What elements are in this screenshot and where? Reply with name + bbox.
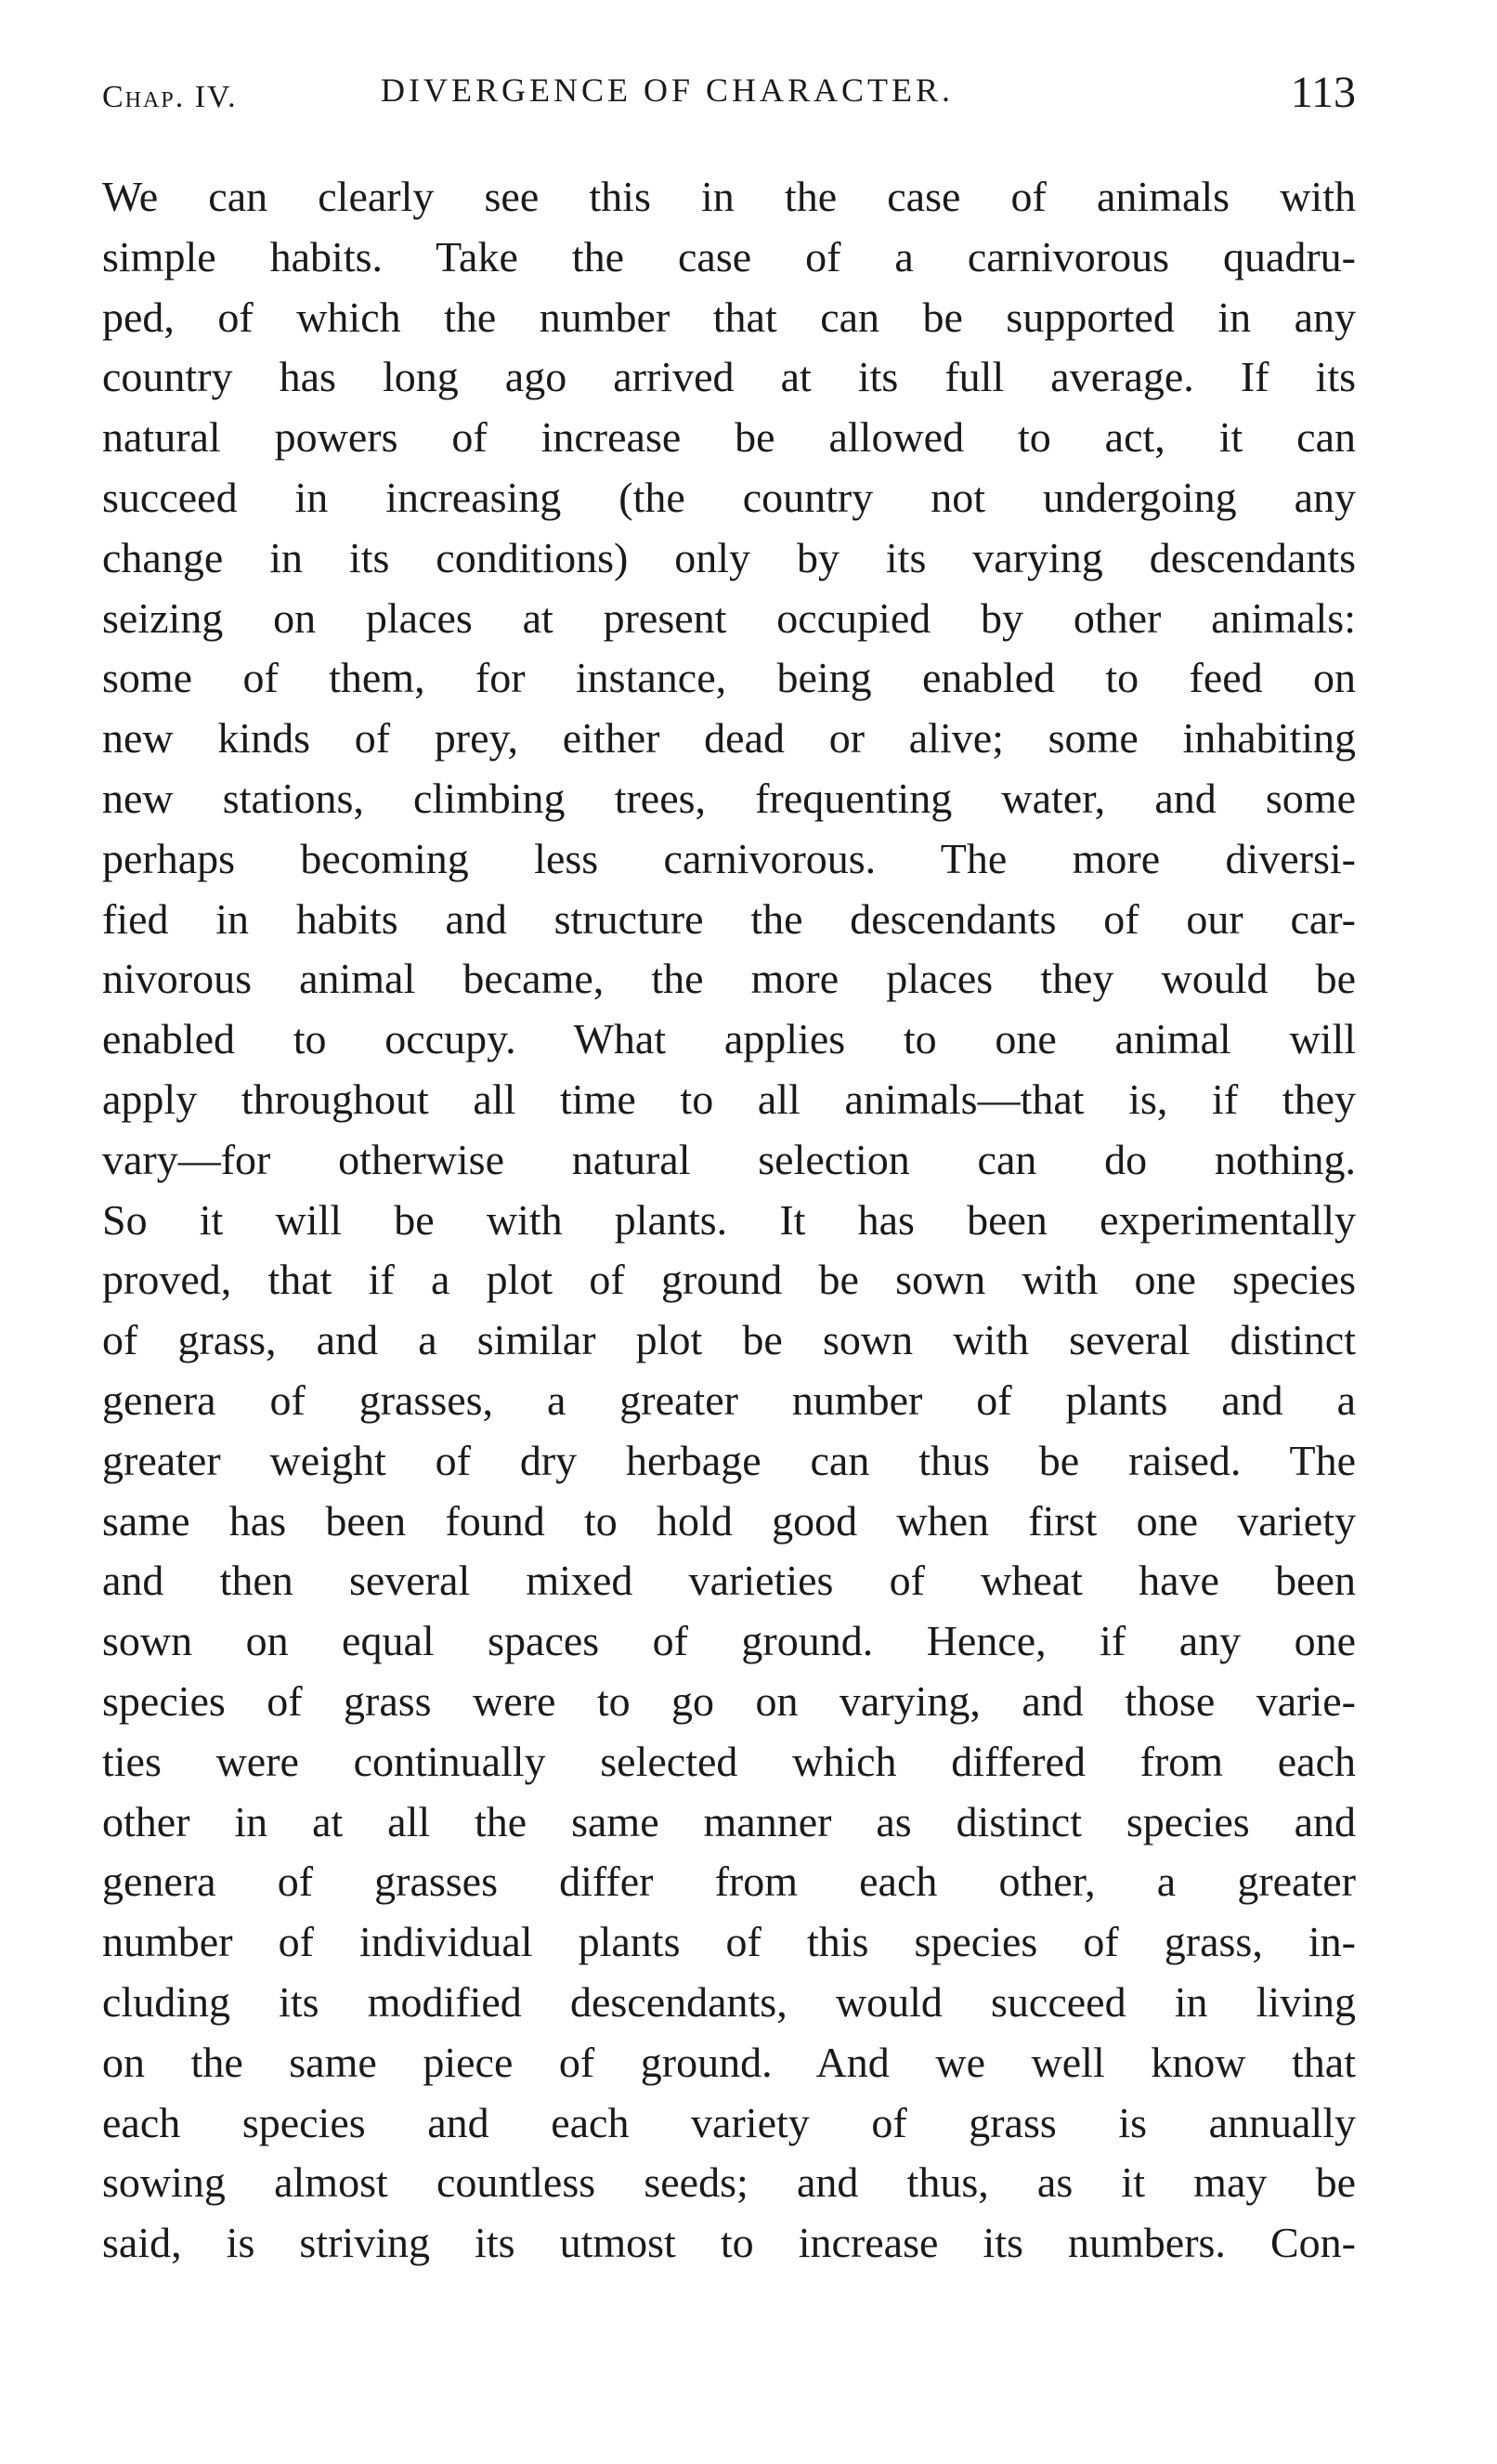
text-line: country has long ago arrived at its full average. If its: [102, 353, 1356, 401]
text-line: seizing on places at present occupied by other animals:: [102, 593, 1356, 642]
text-line: proved, that if a plot of ground be sown with one species: [102, 1256, 1356, 1304]
text-line: apply throughout all time to all animals—that is, if they: [102, 1075, 1356, 1123]
text-line: new stations, climbing trees, frequenting water, and some: [102, 774, 1356, 822]
running-title: DIVERGENCE OF CHARACTER.: [381, 72, 955, 109]
text-line: perhaps becoming less carnivorous. The more diversi-: [102, 834, 1356, 882]
text-line: said, is striving its utmost to increase its numbers. Con-: [102, 2219, 1356, 2267]
text-line: each species and each variety of grass is annually: [102, 2098, 1356, 2146]
text-line: and then several mixed varieties of wheat have been: [102, 1557, 1356, 1605]
page-number: 113: [1290, 68, 1356, 117]
text-line: So it will be with plants. It has been experimentally: [102, 1195, 1356, 1244]
text-line: cluding its modified descendants, would succeed in living: [102, 1977, 1356, 2026]
body-paragraph: [102, 167, 1356, 2274]
text-line: nivorous animal became, the more places they would be: [102, 955, 1356, 1003]
text-line: sowing almost countless seeds; and thus, as it may be: [102, 2158, 1356, 2207]
text-line: new kinds of prey, either dead or alive; some inhabiting: [102, 714, 1356, 763]
text-line: We can clearly see this in the case of animals with: [102, 173, 1356, 220]
text-line: enabled to occupy. What applies to one animal will: [102, 1015, 1356, 1063]
text-line: genera of grasses, a greater number of plants and a: [102, 1375, 1356, 1424]
text-line: same has been found to hold good when first one variety: [102, 1496, 1356, 1545]
text-line: greater weight of dry herbage can thus be raised. The: [102, 1436, 1356, 1484]
text-line: succeed in increasing (the country not undergoing any: [102, 473, 1356, 521]
text-line: other in at all the same manner as distinct species and: [102, 1797, 1356, 1845]
text-line: some of them, for instance, being enabled to feed on: [102, 654, 1356, 702]
text-line: number of individual plants of this species of grass, in-: [102, 1918, 1356, 1966]
text-line: sown on equal spaces of ground. Hence, if any one: [102, 1617, 1356, 1665]
text-line: change in its conditions) only by its varying descendants: [102, 533, 1356, 581]
text-line: ped, of which the number that can be supported in any: [102, 293, 1356, 341]
text-line: of grass, and a similar plot be sown with several distinct: [102, 1316, 1356, 1364]
running-header: [102, 67, 1356, 123]
text-line: simple habits. Take the case of a carnivorous quadru-: [102, 232, 1356, 280]
text-line: natural powers of increase be allowed to act, it can: [102, 413, 1356, 462]
text-line: species of grass were to go on varying, and those varie-: [102, 1676, 1356, 1725]
text-line: genera of grasses differ from each other, a greater: [102, 1858, 1356, 1906]
text-line: fied in habits and structure the descendants of our car-: [102, 894, 1356, 943]
text-line: ties were continually selected which differed from each: [102, 1737, 1356, 1785]
chapter-label: Chap. IV.: [102, 80, 238, 114]
text-line: on the same piece of ground. And we well know that: [102, 2038, 1356, 2086]
text-line: vary—for otherwise natural selection can do nothing.: [102, 1135, 1356, 1183]
